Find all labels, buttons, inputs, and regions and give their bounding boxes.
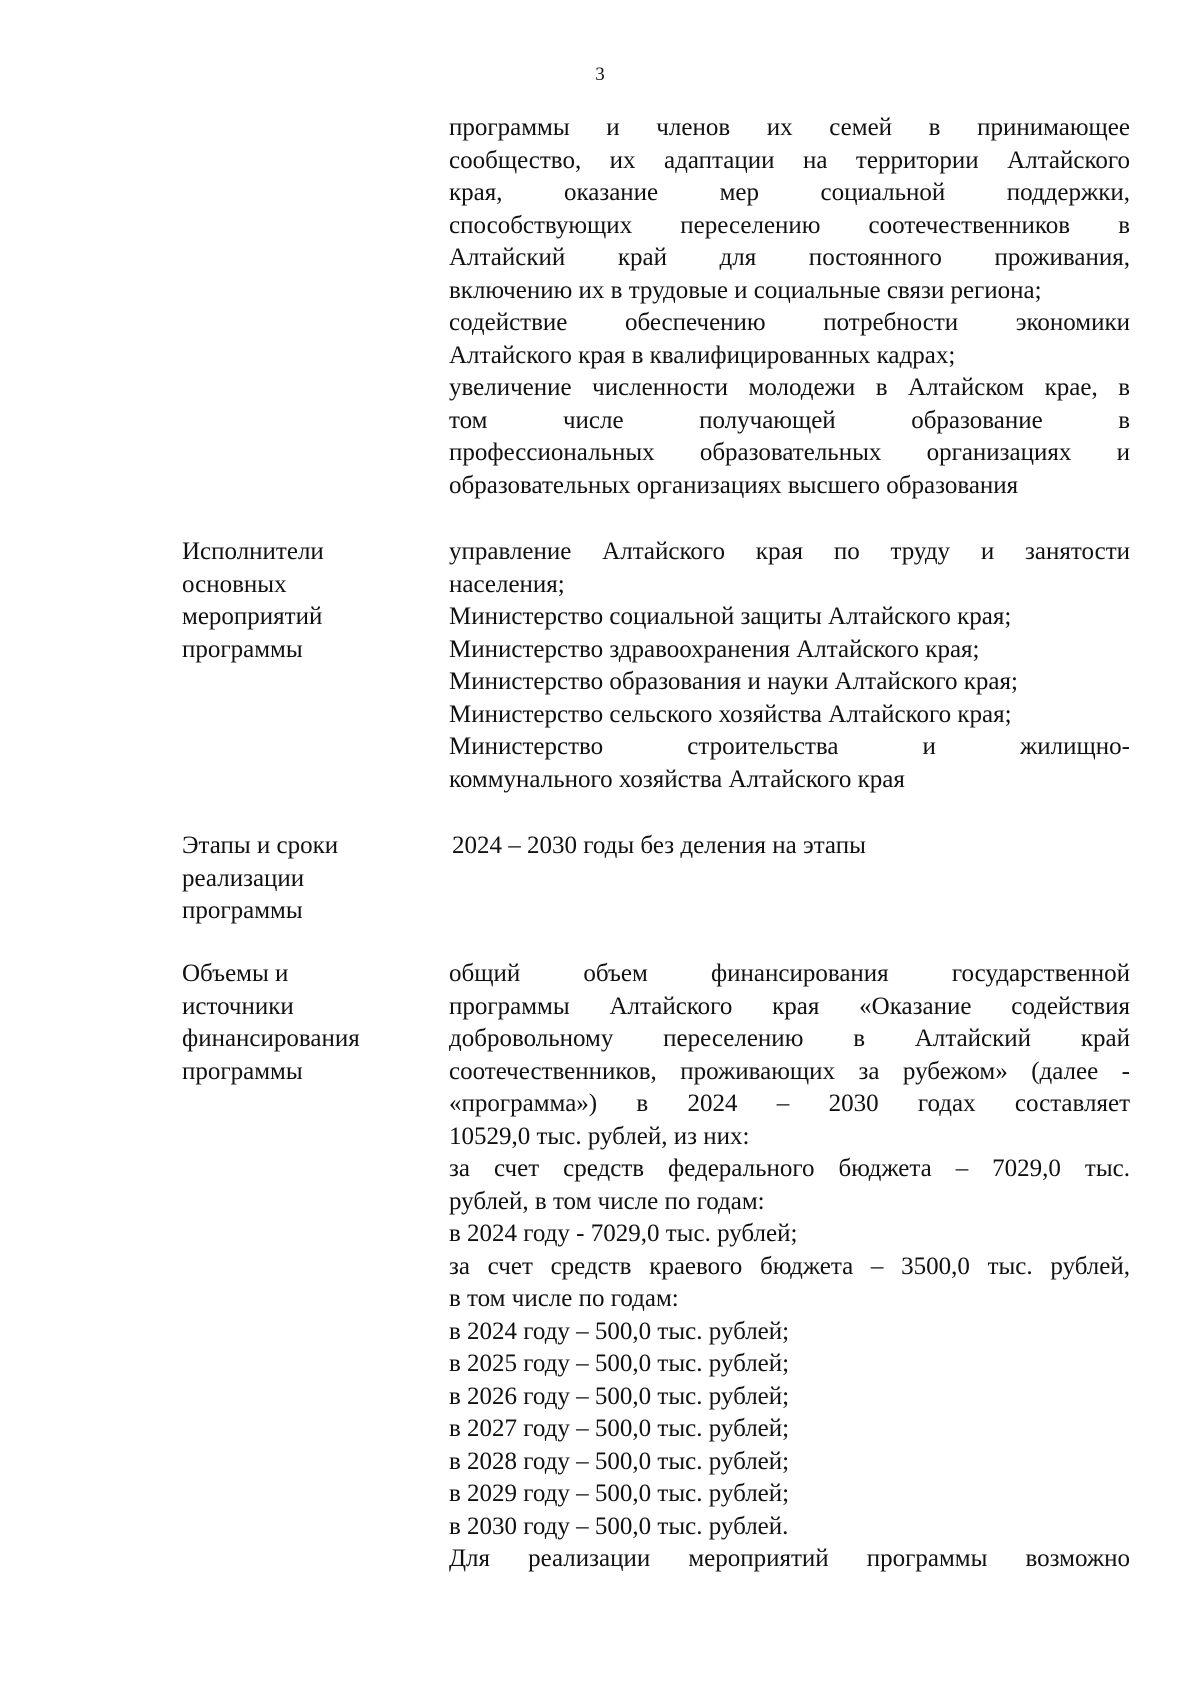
row-label-stages — [182, 830, 422, 928]
text-line: Алтайский край для постоянного проживания, — [449, 244, 1130, 271]
text-line: в 2028 году – 500,0 тыс. рублей; — [449, 1447, 790, 1475]
text-line: 10529,0 тыс. рублей, из них: — [449, 1122, 750, 1150]
text-line: программы — [182, 635, 303, 663]
text-line: в 2030 году – 500,0 тыс. рублей. — [449, 1512, 789, 1540]
text-line: в 2027 году – 500,0 тыс. рублей; — [449, 1415, 790, 1442]
text-line: Исполнители — [182, 538, 324, 565]
text-line: Министерство социальной защиты Алтайского края; — [449, 603, 1012, 630]
row-label-performers — [182, 536, 422, 666]
page-number: 3 — [595, 64, 605, 85]
text-line: сообщество, их адаптации на территории Алтайского — [449, 146, 1130, 174]
text-line: содействие обеспечению потребности экономики — [449, 309, 1130, 336]
text-line: Министерство образования и науки Алтайского края; — [449, 668, 1018, 695]
text-line: 2024 – 2030 годы без деления на этапы — [452, 832, 866, 859]
text-line: профессиональных образовательных организациях и — [449, 439, 1130, 466]
text-line: в 2024 году – 500,0 тыс. рублей; — [449, 1317, 790, 1345]
text-line: коммунального хозяйства Алтайского края — [449, 765, 905, 793]
text-line: в 2026 году – 500,0 тыс. рублей; — [449, 1382, 790, 1410]
row-value-funding — [449, 958, 1130, 1576]
text-line: Министерство строительства и жилищно- — [449, 733, 1130, 760]
continuation-text — [449, 112, 1130, 502]
row-value-performers — [449, 536, 1130, 796]
text-line: в 2024 году - 7029,0 тыс. рублей; — [449, 1220, 798, 1247]
text-line: управление Алтайского края по труду и занятости — [449, 538, 1130, 565]
text-line: рублей, в том числе по годам: — [449, 1187, 765, 1215]
text-line: способствующих переселению соотечественников в — [449, 211, 1130, 239]
text-line: добровольному переселению в Алтайский край — [449, 1025, 1130, 1052]
text-line: увеличение численности молодежи в Алтайском крае, в — [449, 374, 1130, 401]
text-line: за счет средств краевого бюджета – 3500,0 тыс. рублей, — [449, 1252, 1130, 1280]
text-line: источники — [182, 992, 294, 1020]
text-line: соотечественников, проживающих за рубежом» (далее - — [449, 1057, 1130, 1085]
text-line: Алтайского края в квалифицированных кадрах; — [449, 341, 956, 369]
text-line: программы и членов их семей в принимающее — [449, 114, 1130, 141]
text-line: Этапы и сроки — [182, 832, 339, 859]
text-line: образовательных организациях высшего образования — [449, 471, 1019, 499]
text-line: программы — [182, 897, 303, 924]
text-line: мероприятий — [182, 603, 323, 630]
text-line: Для реализации мероприятий программы возможно — [449, 1545, 1130, 1572]
text-line: края, оказание мер социальной поддержки, — [449, 179, 1130, 206]
text-line: «программа») в 2024 – 2030 годах составляет — [449, 1090, 1130, 1117]
text-line: Министерство сельского хозяйства Алтайского края; — [449, 700, 1012, 728]
text-line: Объемы и — [182, 960, 289, 987]
text-line: в том числе по годам: — [449, 1285, 679, 1312]
text-line: населения; — [449, 570, 565, 598]
text-line: программы Алтайского края «Оказание содействия — [449, 992, 1130, 1020]
text-line: в 2029 году – 500,0 тыс. рублей; — [449, 1480, 790, 1507]
row-label-funding — [182, 958, 422, 1088]
text-line: за счет средств федерального бюджета – 7029,0 тыс. — [449, 1155, 1130, 1182]
text-line: основных — [182, 570, 287, 598]
row-value-stages — [452, 830, 1133, 863]
text-line: включению их в трудовые и социальные связи региона; — [449, 276, 1042, 304]
text-line: Министерство здравоохранения Алтайского края; — [449, 635, 980, 663]
text-line: общий объем финансирования государственной — [449, 960, 1130, 987]
text-line: том числе получающей образование в — [449, 406, 1130, 434]
text-line: в 2025 году – 500,0 тыс. рублей; — [449, 1350, 790, 1377]
text-line: финансирования — [182, 1025, 360, 1052]
text-line: программы — [182, 1057, 303, 1085]
text-line: реализации — [182, 864, 305, 892]
